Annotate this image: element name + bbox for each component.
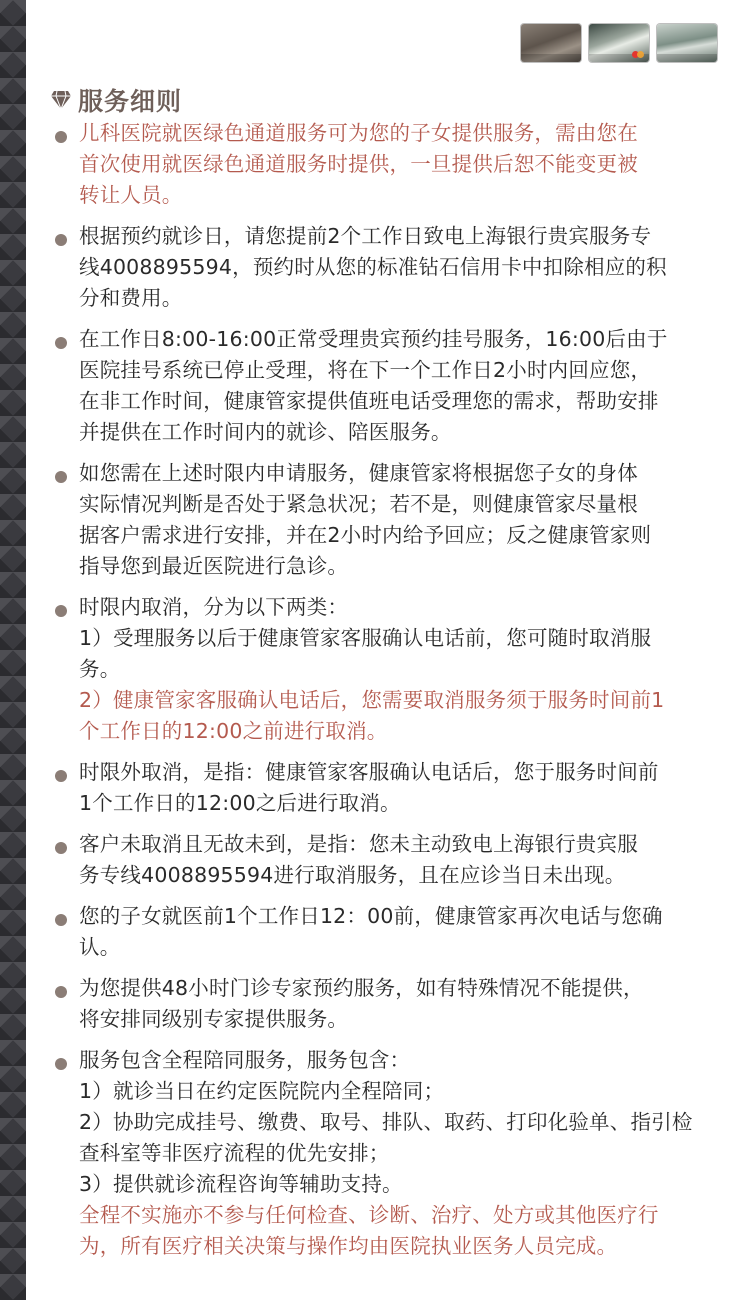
rule-item [54,458,714,582]
rule-text-line: 1）受理服务以后于健康管家客服确认电话前，您可随时取消服 [79,626,652,650]
rule-item [54,757,714,819]
rule-item [54,1045,714,1262]
bullet-dot-icon [55,842,67,854]
credit-card-image [657,24,717,62]
rule-text-line: 为您提供48小时门诊专家预约服务，如有特殊情况不能提供， [79,976,644,1000]
page-title: 服务细则 [78,87,183,116]
card-thumbnails [521,24,717,62]
rule-text-line: 务。 [79,657,121,681]
rule-text-line: 您的子女就医前1个工作日12：00前，健康管家再次电话与您确 [79,904,663,928]
rule-text-line: 线4008895594，预约时从您的标准钻石信用卡中扣除相应的积 [79,255,667,279]
bullet-dot-icon [55,234,67,246]
decorative-side-strip [0,0,26,1300]
rule-item [54,592,714,747]
rule-text-line: 分和费用。 [79,286,183,310]
bullet-dot-icon [55,471,67,483]
rule-text-line: 并提供在工作时间内的就诊、陪医服务。 [79,420,452,444]
rule-item [54,973,714,1035]
rule-text-line: 服务包含全程陪同服务，服务包含： [79,1048,411,1072]
rule-text-line: 1）就诊当日在约定医院院内全程陪同； [79,1079,445,1103]
rule-item [54,324,714,448]
bullet-dot-icon [55,337,67,349]
mastercard-logo-icon [632,51,644,58]
rule-text-line: 2）健康管家客服确认电话后，您需要取消服务须于服务时间前1 [79,688,665,712]
rule-text-line: 3）提供就诊流程咨询等辅助支持。 [79,1172,403,1196]
bullet-dot-icon [55,914,67,926]
rule-text-line: 指导您到最近医院进行急诊。 [79,554,349,578]
rule-text-line: 实际情况判断是否处于紧急状况；若不是，则健康管家尽量根 [79,492,638,516]
credit-card-image [589,24,649,62]
rule-text-line: 务专线4008895594进行取消服务，且在应诊当日未出现。 [79,863,626,887]
rule-text-line: 转让人员。 [79,183,183,207]
rule-text-line: 儿科医院就医绿色通道服务可为您的子女提供服务，需由您在 [79,121,638,145]
rule-text-line: 1个工作日的12:00之后进行取消。 [79,791,401,815]
rule-text-line: 全程不实施亦不参与任何检查、诊断、治疗、处方或其他医疗行 [79,1203,659,1227]
rule-text-line: 据客户需求进行安排，并在2小时内给予回应；反之健康管家则 [79,523,652,547]
rule-text-line: 将安排同级别专家提供服务。 [79,1007,349,1031]
rule-text-line: 2）协助完成挂号、缴费、取号、排队、取药、打印化验单、指引检 [79,1110,693,1134]
diamond-icon [50,90,72,110]
rules-list [54,118,714,1262]
rule-text-line: 时限内取消，分为以下两类： [79,595,349,619]
rule-text-line: 时限外取消，是指：健康管家客服确认电话后，您于服务时间前 [79,760,659,784]
rule-text-line: 个工作日的12:00之前进行取消。 [79,719,388,743]
rule-item [54,221,714,314]
rule-text-line: 在工作日8:00-16:00正常受理贵宾预约挂号服务，16:00后由于 [79,327,668,351]
rule-text-line: 客户未取消且无故未到，是指：您未主动致电上海银行贵宾服 [79,832,638,856]
rule-text-line: 根据预约就诊日，请您提前2个工作日致电上海银行贵宾服务专 [79,224,652,248]
bullet-dot-icon [55,770,67,782]
rule-text-line: 医院挂号系统已停止受理，将在下一个工作日2小时内回应您， [79,358,652,382]
rule-item [54,829,714,891]
bullet-dot-icon [55,1058,67,1070]
section-heading [50,82,182,118]
rules-list-container [54,118,714,1272]
rule-item [54,118,714,211]
bullet-dot-icon [55,986,67,998]
credit-card-image [521,24,581,62]
rule-text-line: 为，所有医疗相关决策与操作均由医院执业医务人员完成。 [79,1234,618,1258]
rule-text-line: 认。 [79,935,121,959]
rule-text-line: 查科室等非医疗流程的优先安排； [79,1141,390,1165]
rule-text-line: 在非工作时间，健康管家提供值班电话受理您的需求，帮助安排 [79,389,659,413]
bullet-dot-icon [55,605,67,617]
rule-text-line: 首次使用就医绿色通道服务时提供，一旦提供后恕不能变更被 [79,152,638,176]
rule-item [54,901,714,963]
rule-text-line: 如您需在上述时限内申请服务，健康管家将根据您子女的身体 [79,461,638,485]
bullet-dot-icon [55,131,67,143]
